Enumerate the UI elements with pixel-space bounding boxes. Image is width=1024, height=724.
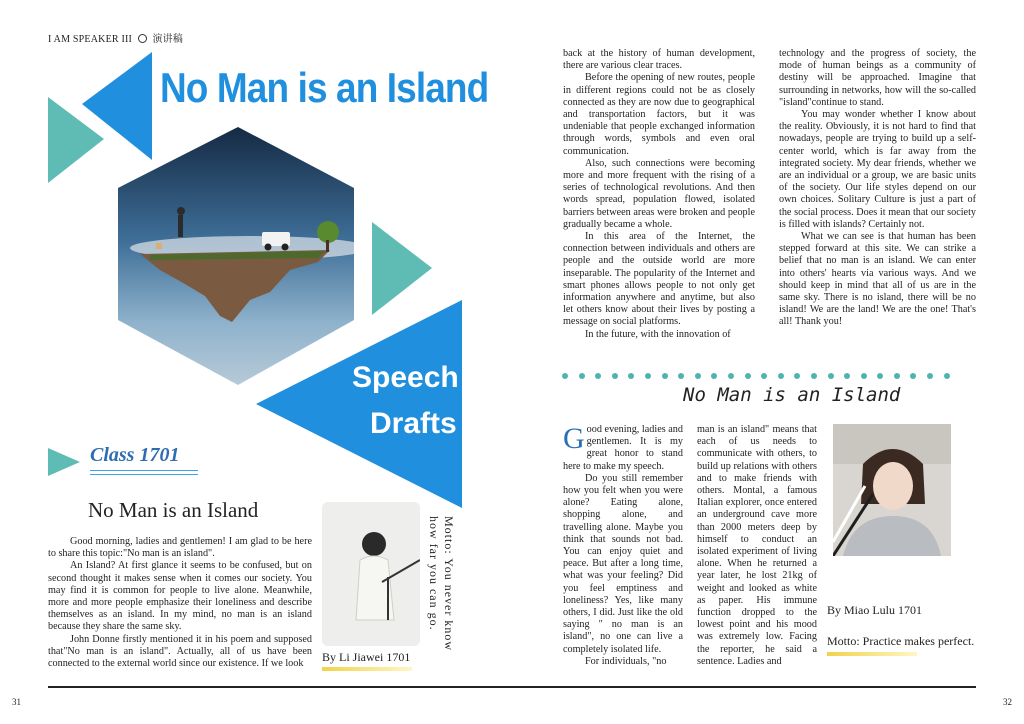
island-photo: [110, 120, 370, 390]
section-title: No Man is an Island: [683, 384, 901, 406]
series-label: I AM SPEAKER III: [48, 34, 133, 45]
left-subtitle: No Man is an Island: [88, 498, 259, 522]
footer-rule: [48, 686, 976, 688]
paragraph: Do you still remember how you felt when you were alone? Eating alone, shopping alone, and travelling alone. Maybe you think that sounds not bad. You can enjoy quiet and peace. But after a long time, what was your feeling? Did you feel emptiness and loneliness? Yes, like many others, I did. Just like the old saying " no man is an island", no one can live a completely isolated life.: [563, 472, 683, 655]
teal-triangle-right: [372, 222, 432, 315]
teal-triangle-small: [48, 448, 80, 476]
paragraph: What we can see is that human has been stepped forward at this site. We can strike a belief that no man is an island. We can enter into others' hearts via various ways. And we should keep in mind that all of us are in the same sky. There is no island, there will be no island! We are the land! We are the one! That's all! Thank you!: [779, 231, 976, 328]
bottom-column-1: [563, 424, 683, 668]
author-photo-li: [322, 502, 420, 646]
yellow-underline: [827, 652, 917, 656]
author-photo-miao: [833, 424, 951, 556]
dotted-divider: [562, 366, 982, 384]
paragraph: John Donne firstly mentioned it in his poem and supposed that"No man is an island". Actually, all of us have been connected to the external world since our existence. If we look: [48, 633, 312, 670]
paragraph: Good morning, ladies and gentlemen! I am glad to be here to share this topic:"No man is an island".: [48, 536, 312, 560]
paragraph: man is an island" means that each of us needs to communicate with others, to build up relations with others and to make friends with others. Montal, a famous Italian explorer, once entered an underground cave more than 2000 meters deep by himself to conduct an isolated experiment of living alone. When he returned a year later, he lost 21kg of weight and looked as white as paper. His immune function dropped to the lowest point and his mood was extremely low. Facing the reporter, he said a sentence. Ladies and: [697, 424, 817, 667]
motto-li: Motto: You never know how far you can go.: [427, 516, 456, 652]
paragraph: Good evening, ladies and gentlemen. It is my great honor to stand here to make my speech.: [563, 422, 683, 472]
bottom-column-2: [697, 424, 817, 668]
speech-heading-line1: Speech: [352, 361, 459, 394]
byline-miao: By Miao Lulu 1701: [827, 603, 922, 617]
paragraph: In the future, with the innovation of: [585, 328, 731, 340]
speech-heading-line2: Drafts: [370, 407, 457, 440]
right-column-1: [563, 48, 755, 341]
byline-li: By Li Jiawei 1701: [322, 650, 411, 664]
paragraph: An Island? At first glance it seems to be confused, but on second thought it makes sense when it comes our society. You may find it is common for people to live alone. Meanwhile, more and more people emphasize their loneliness and describe themselves as an island. In my mind, no man is an island because they share the same sky.: [48, 560, 312, 633]
section-label: 演讲稿: [152, 34, 184, 45]
portrait-image: [833, 424, 951, 556]
class-underline: [90, 470, 198, 471]
paragraph: technology and the progress of society, the mode of human beings as a community of destiny will be approached. Imagine that surrounding in networks, how will the so-called "island"continue to stand.: [779, 48, 976, 108]
paragraph: Also, such connections were becoming more and more frequent with the rising of a series of technological revolutions. And then words spread, population flowed, isolated barriers between areas were broken and people gradually became a whole.: [563, 157, 755, 230]
portrait-image: [322, 502, 420, 646]
drop-cap: G: [563, 422, 585, 455]
right-column-2: [779, 48, 976, 329]
paragraph: You may wonder whether I know about the reality. Obviously, it is not hard to find that nowadays, people are trying to build up a self-center world, which is far away from the integrated society. My dear friends, whether we are an individual or a group, we are basic units of the society. Our life styles depend on our own choices. Solitary Culture is just a part of the social process. Does it mean that our society is filled with islands? Certainly not.: [779, 109, 976, 230]
paragraph: For individuals, "no: [585, 655, 667, 667]
class-underline-2: [90, 474, 198, 475]
left-article: [48, 536, 312, 670]
yellow-underline: [322, 667, 412, 671]
page-number-left: 31: [12, 697, 21, 707]
paragraph: back at the history of human development, there are various clear traces.: [563, 48, 755, 72]
paragraph: In this area of the Internet, the connection between individuals and others are people and the outside world are more inseparable. The popularity of the Internet and smart phones allows people to not only get information anywhere and anytime, but also let others know about their lives by posting a message on social platforms.: [563, 231, 755, 328]
page-title: No Man is an Island: [160, 64, 489, 111]
page-number-right: 32: [1003, 697, 1012, 707]
paragraph: Before the opening of new routes, people in different regions could not be as closely connected as they are now due to geographical and transportation factors, but it was undeniable that people exchanged information through words, symbols and even oral communication.: [563, 72, 755, 157]
motto-miao: Motto: Practice makes perfect.: [827, 634, 975, 648]
class-label: Class 1701: [90, 444, 180, 466]
